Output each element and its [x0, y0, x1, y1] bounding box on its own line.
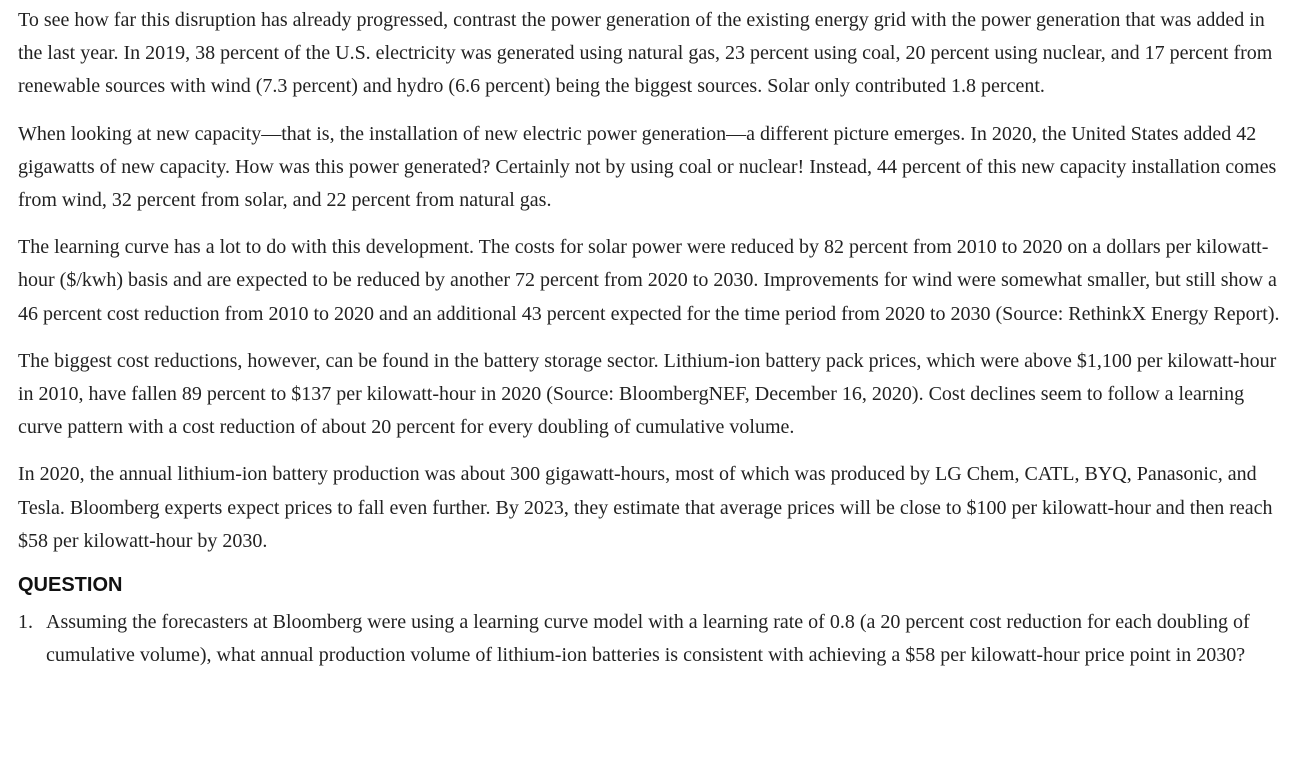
paragraph-battery-costs: The biggest cost reductions, however, can be found in the battery storage sector. Lithium-ion battery pack prices, which were above $1,100 per kilowatt-hour in 2010, have fallen 89 percent to $137 per kilowatt-hour in 2020 (Source: BloombergNEF, December 16, 2020). Cost declines seem to follow a learning curve pattern with a cost reduction of about 20 percent for every doubling of cumulative volume. — [18, 349, 1277, 439]
document-body — [18, 4, 1280, 672]
paragraph-grid-comparison: To see how far this disruption has already progressed, contrast the power generation of the existing energy grid with the power generation that was added in the last year. In 2019, 38 percent of the U.S. electricity was generated using natural gas, 23 percent using coal, 20 percent using nuclear, and 17 percent from renewable sources with wind (7.3 percent) and hydro (6.6 percent) being the biggest sources. Solar only contributed 1.8 percent. — [18, 9, 1273, 98]
paragraph-new-capacity: When looking at new capacity—that is, the installation of new electric power generation—a different picture emerges. In 2020, the United States added 42 gigawatts of new capacity. How was this power generated? Certainly not by using coal or nuclear! Instead, 44 percent of this new capacity installation comes from wind, 32 percent from solar, and 22 percent from natural gas. — [18, 122, 1277, 212]
paragraph-learning-curve: The learning curve has a lot to do with this development. The costs for solar power were reduced by 82 percent from 2010 to 2020 on a dollars per kilowatt-hour ($/kwh) basis and are expected to be reduced by another 72 percent from 2020 to 2030. Improvements for wind were somewhat smaller, but still show a 46 percent cost reduction from 2010 to 2020 and an additional 43 percent expected for the time period from 2020 to 2030 (Source: RethinkX Energy Report). — [18, 236, 1280, 325]
question-heading: QUESTION — [18, 574, 123, 597]
paragraph-battery-production: In 2020, the annual lithium-ion battery production was about 300 gigawatt-hours, most of which was produced by LG Chem, CATL, BYQ, Panasonic, and Tesla. Bloomberg experts expect prices to fall even further. By 2023, they estimate that average prices will be close to $100 per kilowatt-hour and then reach $58 per kilowatt-hour by 2030. — [18, 463, 1273, 552]
question-text: Assuming the forecasters at Bloomberg were using a learning curve model with a learning rate of 0.8 (a 20 percent cost reduction for each doubling of cumulative volume), what annual production volume of lithium-ion batteries is consistent with achieving a $58 per kilowatt-hour price point in 2030? — [46, 611, 1250, 667]
question-item — [18, 606, 1280, 672]
question-number: 1. — [18, 611, 33, 634]
question-list — [18, 606, 1280, 672]
